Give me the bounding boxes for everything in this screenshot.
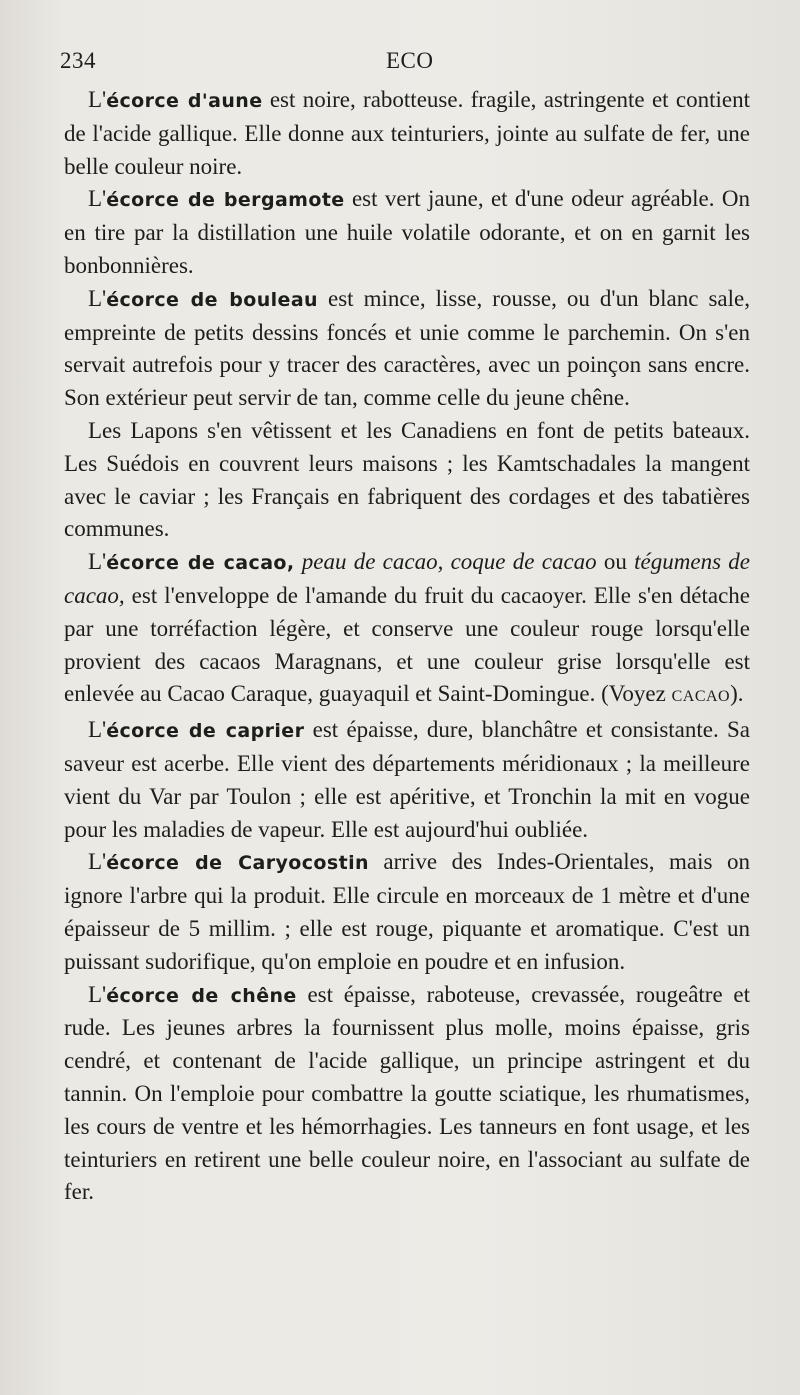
article-prefix: L': [88, 87, 107, 112]
paragraph-ecorce-chene: [64, 979, 750, 1210]
page-number: 234: [60, 48, 96, 73]
body-text: [64, 84, 750, 1209]
entry-text: est l'enveloppe de l'amande du fruit du cacaoyer. Elle s'en détache par une torréfaction légère, et conserve une couleur rouge lorsqu'elle provient des cacaos Maragnans, et une couleur grise lorsqu'elle est enlevée au Cacao Caraque, guayaquil et Saint-Domingue. (Voyez: [64, 582, 750, 707]
running-head: ECO: [386, 48, 434, 73]
entry-term: écorce de chêne: [106, 984, 297, 1007]
entry-term: écorce de bouleau: [106, 288, 318, 311]
entry-text: est épaisse, dure, blanchâtre et consistante. Sa saveur est acerbe. Elle vient des départements méridionaux ; la meilleure vient du Var par Toulon ; elle est apéritive, et Tronchin la mit en vogue pour les maladies de vapeur. Elle est aujourd'hui oubliée.: [64, 717, 751, 842]
article-prefix: L': [88, 549, 107, 575]
entry-text: ).: [730, 681, 744, 707]
paragraph-ecorce-cacao: [64, 546, 750, 714]
paragraph-ecorce-caprier: [64, 714, 750, 846]
entry-text: est vert jaune, et d'une odeur agréable. On en tire par la distillation une huile volatile odorante, et on en garnit les bonbonnières.: [64, 186, 750, 278]
article-prefix: L': [88, 717, 107, 743]
entry-term: écorce de cacao,: [106, 552, 295, 575]
article-prefix: L': [88, 981, 107, 1007]
article-prefix: L': [88, 285, 107, 311]
page-header: [60, 40, 750, 84]
entry-term: écorce de bergamote: [106, 189, 345, 212]
entry-term: écorce de caprier: [106, 720, 305, 743]
entry-text: est noire, rabotteuse. fragile, astringente et contient de l'acide gallique. Elle donne aux teinturiers, jointe au sulfate de fer, une belle couleur noire.: [64, 87, 750, 179]
article-prefix: L': [88, 849, 107, 875]
entry-text: Les Lapons s'en vêtissent et les Canadiens en font de petits bateaux. Les Suédois en couvrent leurs maisons ; les Kamtschadales la mangent avec le caviar ; les Français en fabriquent des cordages et des tabatières communes.: [64, 417, 750, 542]
entry-text: arrive des Indes-Orientales, mais on ignore l'arbre qui la produit. Elle circule en morceaux de 1 mètre et d'une épaisseur de 5 millim. ; elle est rouge, piquante et aromatique. C'est un puissant sudorifique, qu'on emploie en poudre et en infusion.: [64, 849, 750, 974]
entry-synonym: tégumens de cacao,: [64, 549, 751, 608]
paragraph-ecorce-caryocostin: [64, 846, 750, 978]
paragraph-lapons: [64, 415, 750, 546]
entry-text: est mince, lisse, rousse, ou d'un blanc sale, empreinte de petits dessins foncés et unie comme le parchemin. On s'en servait autrefois pour y tracer des caractères, avec un poinçon sans encre. Son extérieur peut servir de tan, comme celle du jeune chêne.: [64, 285, 750, 411]
paragraph-ecorce-aune: [64, 84, 750, 183]
cross-reference: CACAO: [671, 688, 731, 706]
entry-synonyms: peau de cacao, coque de cacao: [294, 549, 597, 575]
article-prefix: L': [88, 186, 107, 212]
entry-term: écorce d'aune: [106, 90, 263, 112]
paragraph-ecorce-bouleau: [64, 283, 750, 415]
entry-text: est épaisse, raboteuse, crevassée, rougeâtre et rude. Les jeunes arbres la fournissent plus molle, moins épaisse, gris cendré, et contenant de l'acide gallique, un principe astringent et du tannin. On l'emploie pour combattre la goutte sciatique, les rhumatismes, les cours de ventre et les hémorrhagies. Les tanneurs en font usage, et les teinturiers en retirent une belle couleur noire, en l'associant au sulfate de fer.: [64, 981, 750, 1205]
entry-term: écorce de Caryocostin: [106, 852, 369, 875]
paragraph-ecorce-bergamote: [64, 183, 750, 282]
entry-text: ou: [596, 549, 635, 575]
